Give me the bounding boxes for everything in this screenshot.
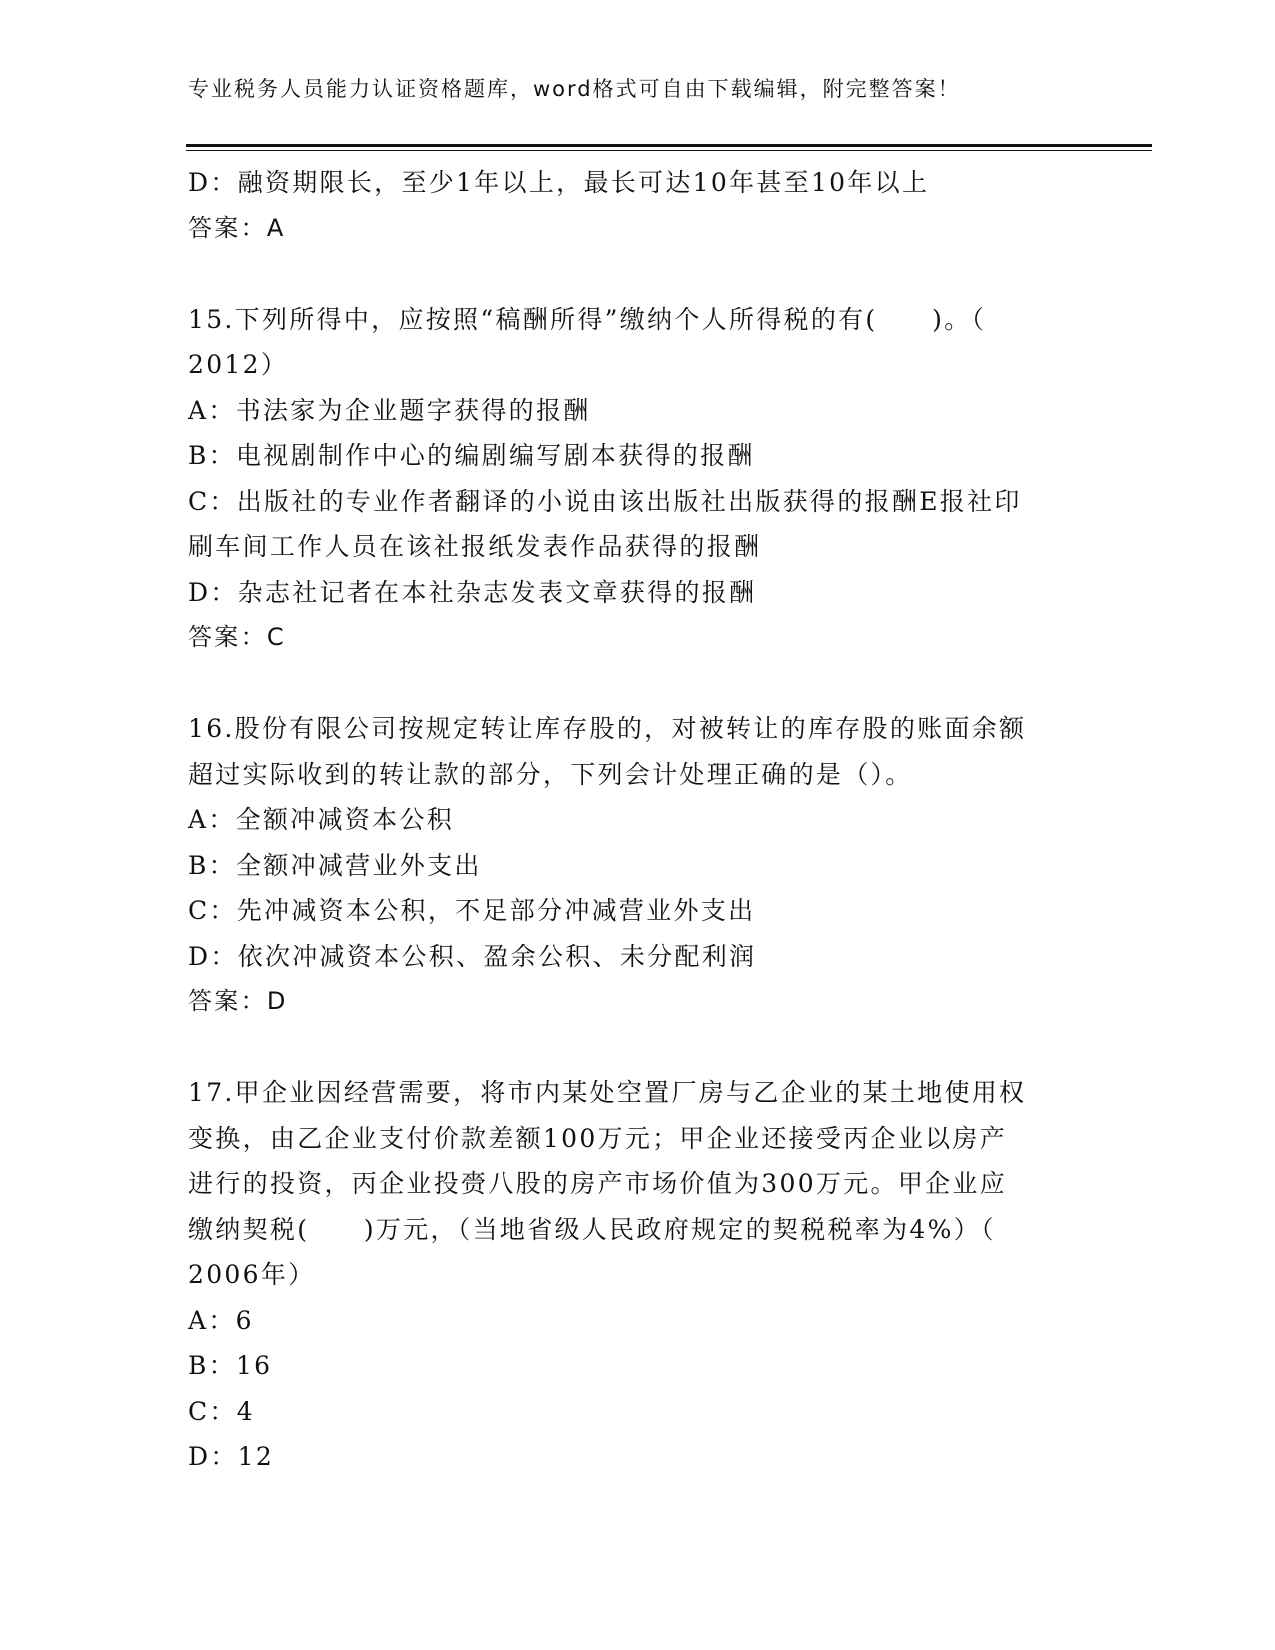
- spacer: [188, 251, 1068, 297]
- q15-option-c-line1: C：出版社的专业作者翻译的小说由该出版社出版获得的报酬E报社印: [188, 486, 1022, 516]
- q15-option-b: B：电视剧制作中心的编剧编写剧本获得的报酬: [188, 441, 755, 470]
- q16-option-a: A：全额冲减资本公积: [188, 805, 455, 834]
- q14-option-d: D：融资期限长，至少1年以上，最长可达10年甚至10年以上: [188, 168, 930, 197]
- q17-option-a: A：6: [188, 1305, 254, 1335]
- q15-stem-line2: 2012）: [188, 350, 289, 379]
- q17-option-d: D：12: [188, 1442, 275, 1471]
- spacer: [188, 661, 1068, 707]
- page-header: 专业税务人员能力认证资格题库，word格式可自由下载编辑，附完整答案！: [188, 77, 961, 101]
- header-rule-thick: [186, 144, 1152, 147]
- q15-stem-line1: 15.下列所得中，应按照“稿酬所得”缴纳个人所得税的有( )。（: [188, 304, 987, 334]
- q16-stem-line2: 超过实际收到的转让款的部分，下列会计处理正确的是（）。: [188, 759, 913, 789]
- q17-option-c: C：4: [188, 1396, 255, 1426]
- q16-answer: 答案：D: [188, 987, 288, 1015]
- q16-option-d: D：依次冲减资本公积、盈余公积、未分配利润: [188, 941, 757, 971]
- header-rule-thin: [186, 150, 1152, 151]
- q15-option-c-line2: 刷车间工作人员在该社报纸发表作品获得的报酬: [188, 532, 762, 561]
- q16-option-c: C：先冲减资本公积，不足部分冲减营业外支出: [188, 896, 756, 925]
- q15-option-d: D：杂志社记者在本社杂志发表文章获得的报酬: [188, 577, 757, 607]
- q17-stem-line5: 2006年）: [188, 1260, 316, 1289]
- q15-answer: 答案：C: [188, 623, 286, 651]
- q17-stem-line1: 17.甲企业因经营需要，将市内某处空置厂房与乙企业的某土地使用权: [188, 1078, 1027, 1107]
- q15-option-a: A：书法家为企业题字获得的报酬: [188, 395, 591, 425]
- q17-stem-line2: 变换，由乙企业支付价款差额100万元；甲企业还接受丙企业以房产: [188, 1123, 1008, 1153]
- document-body: [188, 160, 1068, 1480]
- q16-stem-line1: 16.股份有限公司按规定转让库存股的，对被转让的库存股的账面余额: [188, 714, 1027, 743]
- q17-stem-line4: 缴纳契税( )万元，（当地省级人民政府规定的契税税率为4%）（: [188, 1214, 996, 1244]
- q17-option-b: B：16: [188, 1351, 273, 1380]
- spacer: [188, 1025, 1068, 1071]
- q17-stem-line3: 进行的投资，丙企业投赍八股的房产市场价值为300万元。甲企业应: [188, 1169, 1008, 1198]
- q14-answer: 答案：A: [188, 213, 286, 242]
- q16-option-b: B：全额冲减营业外支出: [188, 850, 482, 880]
